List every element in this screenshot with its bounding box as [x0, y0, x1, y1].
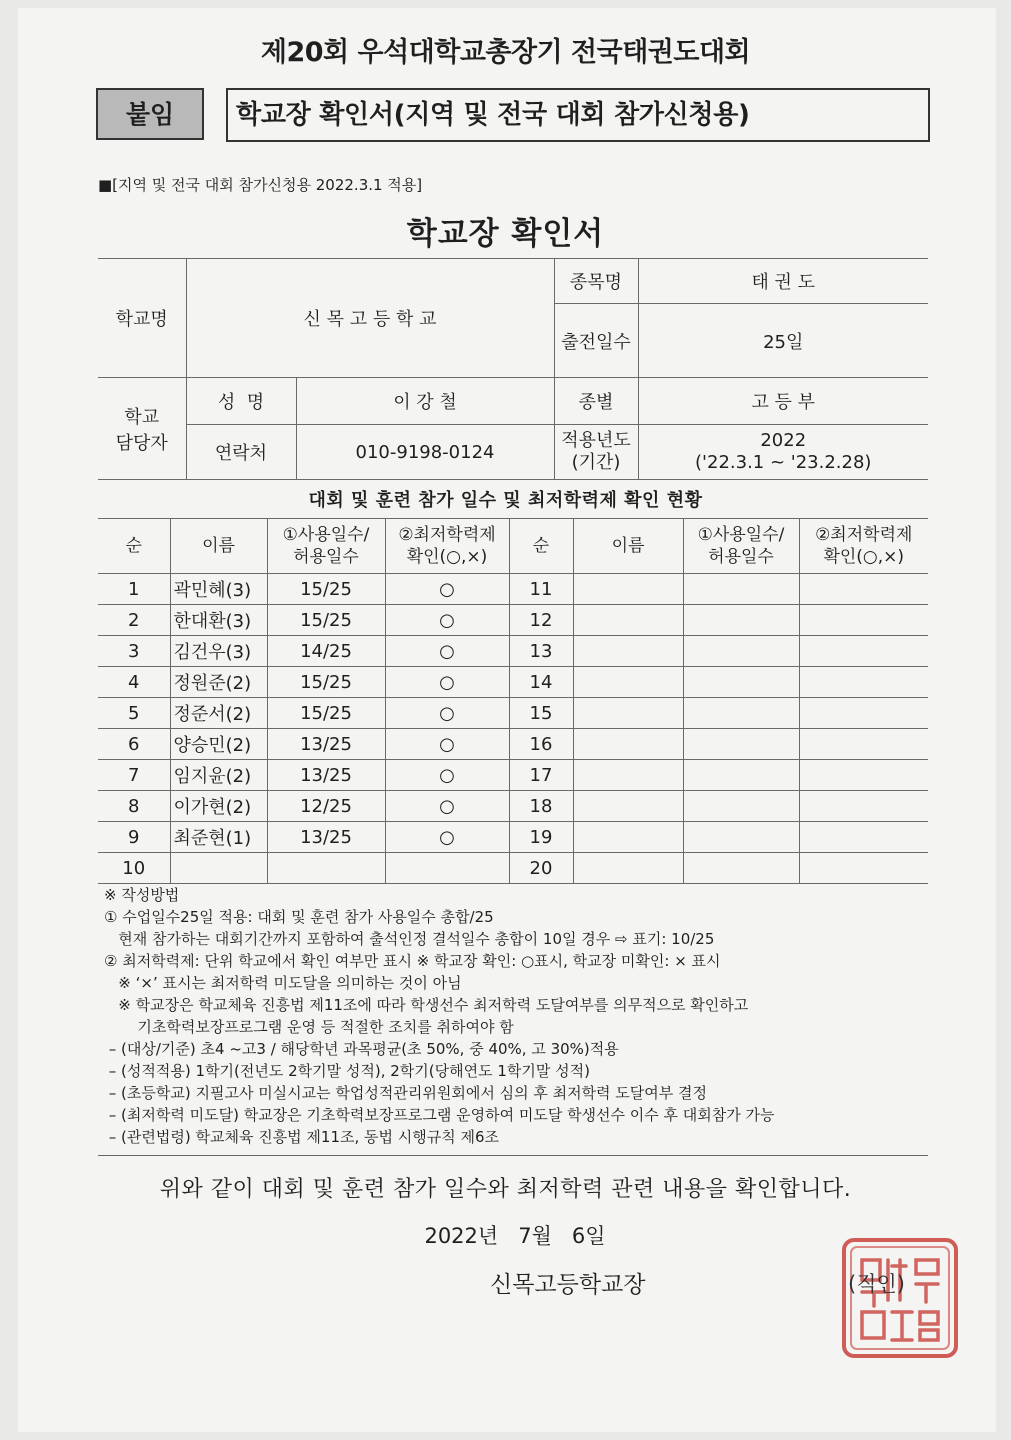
row-no: 17	[509, 760, 573, 791]
academic-check	[799, 636, 928, 667]
row-no: 5	[98, 698, 170, 729]
applicability-note: ■[지역 및 전국 대회 참가신청용 2022.3.1 적용]	[98, 176, 423, 194]
academic-check	[385, 853, 509, 884]
used-days	[683, 791, 799, 822]
row-no: 1	[98, 574, 170, 605]
col-check-left-line-2: 확인(○,×)	[406, 547, 488, 567]
method-line: ※ 학교장은 학교체육 진흥법 제11조에 따라 학생선수 최저학력 도달여부를 의무적으로 확인하고	[104, 996, 749, 1014]
event-value: 태 권 도	[638, 259, 928, 304]
row-no: 18	[509, 791, 573, 822]
row-no: 11	[509, 574, 573, 605]
col-days-left-line-1: ①사용일수/	[282, 525, 370, 545]
academic-check	[799, 667, 928, 698]
row-no: 20	[509, 853, 573, 884]
used-days: 15/25	[267, 667, 385, 698]
table-row	[98, 791, 928, 822]
student-name: 곽민혜(3)	[170, 574, 267, 605]
academic-check	[799, 791, 928, 822]
year-value-line-1: 2022	[760, 430, 807, 451]
academic-check: ○	[385, 667, 509, 698]
used-days	[683, 853, 799, 884]
school-label: 학교명	[98, 259, 186, 378]
academic-check	[799, 729, 928, 760]
used-days	[683, 636, 799, 667]
col-days-right-line-1: ①사용일수/	[697, 525, 785, 545]
row-no: 2	[98, 605, 170, 636]
academic-check: ○	[385, 698, 509, 729]
used-days	[683, 574, 799, 605]
academic-check: ○	[385, 605, 509, 636]
row-no: 19	[509, 822, 573, 853]
student-name: 정원준(2)	[170, 667, 267, 698]
academic-check	[799, 822, 928, 853]
table-row	[98, 574, 928, 605]
method-line: ② 최저학력제: 단위 학교에서 확인 여부만 표시 ※ 학교장 확인: ○표시, 학교장 미확인: × 표시	[104, 952, 721, 970]
used-days	[683, 667, 799, 698]
year-label-line-2: (기간)	[571, 452, 621, 473]
student-name	[573, 698, 683, 729]
academic-check	[799, 605, 928, 636]
event-label: 종목명	[554, 259, 638, 304]
row-no: 13	[509, 636, 573, 667]
student-name: 최준현(1)	[170, 822, 267, 853]
col-no-right: 순	[509, 519, 573, 574]
contact-label: 연락처	[186, 425, 296, 480]
used-days	[683, 760, 799, 791]
document-label-box: 학교장 확인서(지역 및 전국 대회 참가신청용)	[226, 88, 930, 142]
used-days: 15/25	[267, 698, 385, 729]
academic-check: ○	[385, 574, 509, 605]
student-name	[170, 853, 267, 884]
used-days	[267, 853, 385, 884]
divider	[98, 1155, 928, 1156]
academic-check: ○	[385, 729, 509, 760]
method-line: ① 수업일수25일 적용: 대회 및 훈련 참가 사용일수 총합/25	[104, 908, 494, 926]
row-no: 4	[98, 667, 170, 698]
col-check-right-line-2: 확인(○,×)	[823, 547, 905, 567]
principal-name: 신목고등학교장	[490, 1272, 646, 1298]
seal-label: (직인)	[848, 1272, 905, 1296]
method-line: 기초학력보장프로그램 운영 등 적절한 조치를 취하여야 함	[104, 1018, 514, 1036]
academic-check	[799, 853, 928, 884]
staff-label-line-1: 학교	[124, 406, 160, 428]
table-row	[98, 822, 928, 853]
method-line: ※ ‘×’ 표시는 최저학력 미도달을 의미하는 것이 아님	[104, 974, 462, 992]
row-no: 9	[98, 822, 170, 853]
staff-label	[98, 378, 186, 480]
row-no: 12	[509, 605, 573, 636]
student-name	[573, 729, 683, 760]
name-value: 이 강 철	[296, 378, 554, 425]
used-days: 12/25	[267, 791, 385, 822]
attachment-badge: 붙임	[96, 88, 204, 140]
row-no: 7	[98, 760, 170, 791]
student-name	[573, 791, 683, 822]
used-days: 13/25	[267, 760, 385, 791]
used-days: 13/25	[267, 729, 385, 760]
col-no-left: 순	[98, 519, 170, 574]
row-no: 14	[509, 667, 573, 698]
student-name	[573, 822, 683, 853]
row-no: 6	[98, 729, 170, 760]
student-name	[573, 605, 683, 636]
method-line: – (성적적용) 1학기(전년도 2학기말 성적), 2학기(당해연도 1학기말 성적)	[104, 1062, 590, 1080]
col-check-right	[799, 519, 928, 574]
participation-table	[98, 518, 928, 884]
table-row	[98, 605, 928, 636]
method-line: – (초등학교) 지필고사 미실시교는 학업성적관리위원회에서 심의 후 최저학력 도달여부 결정	[104, 1084, 708, 1102]
academic-check	[799, 760, 928, 791]
academic-check	[799, 574, 928, 605]
method-line: – (최저학력 미도달) 학교장은 기초학력보장프로그램 운영하여 미도달 학생선수 이수 후 대회참가 가능	[104, 1106, 775, 1124]
writing-method	[104, 884, 934, 1148]
year-label	[554, 425, 638, 480]
year-label-line-1: 적용년도	[561, 430, 631, 451]
used-days	[683, 698, 799, 729]
confirmation-date: 2022년 7월 6일	[424, 1224, 606, 1248]
confirmation-statement: 위와 같이 대회 및 훈련 참가 일수와 최저학력 관련 내용을 확인합니다.	[159, 1177, 852, 1202]
academic-check: ○	[385, 760, 509, 791]
academic-check: ○	[385, 822, 509, 853]
method-line: – (대상/기준) 초4 ~고3 / 해당학년 과목평균(초 50%, 중 40%, 고 30%)적용	[104, 1040, 619, 1058]
used-days: 15/25	[267, 574, 385, 605]
used-days: 14/25	[267, 636, 385, 667]
row-no: 10	[98, 853, 170, 884]
col-days-left	[267, 519, 385, 574]
document-title: 학교장 확인서	[406, 216, 605, 252]
col-check-left-line-1: ②최저학력제	[398, 525, 496, 545]
table-row	[98, 760, 928, 791]
division-value: 고 등 부	[638, 378, 928, 425]
col-days-right-line-2: 허용일수	[708, 547, 774, 567]
participation-heading: 대회 및 훈련 참가 일수 및 최저학력제 확인 현황	[308, 490, 703, 511]
contact-value: 010-9198-0124	[296, 425, 554, 480]
academic-check: ○	[385, 636, 509, 667]
table-row	[98, 853, 928, 884]
student-name: 양승민(2)	[170, 729, 267, 760]
student-name	[573, 636, 683, 667]
used-days: 15/25	[267, 605, 385, 636]
division-label: 종별	[554, 378, 638, 425]
col-check-left	[385, 519, 509, 574]
method-title: ※ 작성방법	[104, 886, 180, 904]
days-label: 출전일수	[554, 304, 638, 378]
student-name	[573, 667, 683, 698]
student-name: 임지윤(2)	[170, 760, 267, 791]
method-line: – (관련법령) 학교체육 진흥법 제11조, 동법 시행규칙 제6조	[104, 1128, 500, 1146]
student-name	[573, 760, 683, 791]
col-days-left-line-2: 허용일수	[293, 547, 359, 567]
student-name: 김건우(3)	[170, 636, 267, 667]
table-row	[98, 636, 928, 667]
col-name-left: 이름	[170, 519, 267, 574]
year-value-line-2: ('22.3.1 ~ '23.2.28)	[695, 452, 872, 473]
row-no: 3	[98, 636, 170, 667]
school-info-table	[98, 258, 928, 480]
student-name: 정준서(2)	[170, 698, 267, 729]
student-name: 이가현(2)	[170, 791, 267, 822]
table-row	[98, 667, 928, 698]
row-no: 15	[509, 698, 573, 729]
academic-check: ○	[385, 791, 509, 822]
name-label: 성 명	[186, 378, 296, 425]
row-no: 16	[509, 729, 573, 760]
competition-title: 제20회 우석대학교총장기 전국태권도대회	[260, 37, 751, 68]
student-name	[573, 853, 683, 884]
academic-check	[799, 698, 928, 729]
staff-label-line-2: 담당자	[115, 432, 168, 454]
used-days: 13/25	[267, 822, 385, 853]
method-line: 현재 참가하는 대회기간까지 포함하여 출석인정 결석일수 총합이 10일 경우 ⇨ 표기: 10/25	[104, 930, 715, 948]
student-name: 한대환(3)	[170, 605, 267, 636]
used-days	[683, 605, 799, 636]
used-days	[683, 729, 799, 760]
row-no: 8	[98, 791, 170, 822]
col-name-right: 이름	[573, 519, 683, 574]
student-name	[573, 574, 683, 605]
official-seal-stamp	[840, 1236, 960, 1360]
col-days-right	[683, 519, 799, 574]
days-value: 25일	[638, 304, 928, 378]
table-row	[98, 729, 928, 760]
year-value	[638, 425, 928, 480]
used-days	[683, 822, 799, 853]
school-value: 신 목 고 등 학 교	[186, 259, 554, 378]
table-row	[98, 698, 928, 729]
col-check-right-line-1: ②최저학력제	[815, 525, 913, 545]
